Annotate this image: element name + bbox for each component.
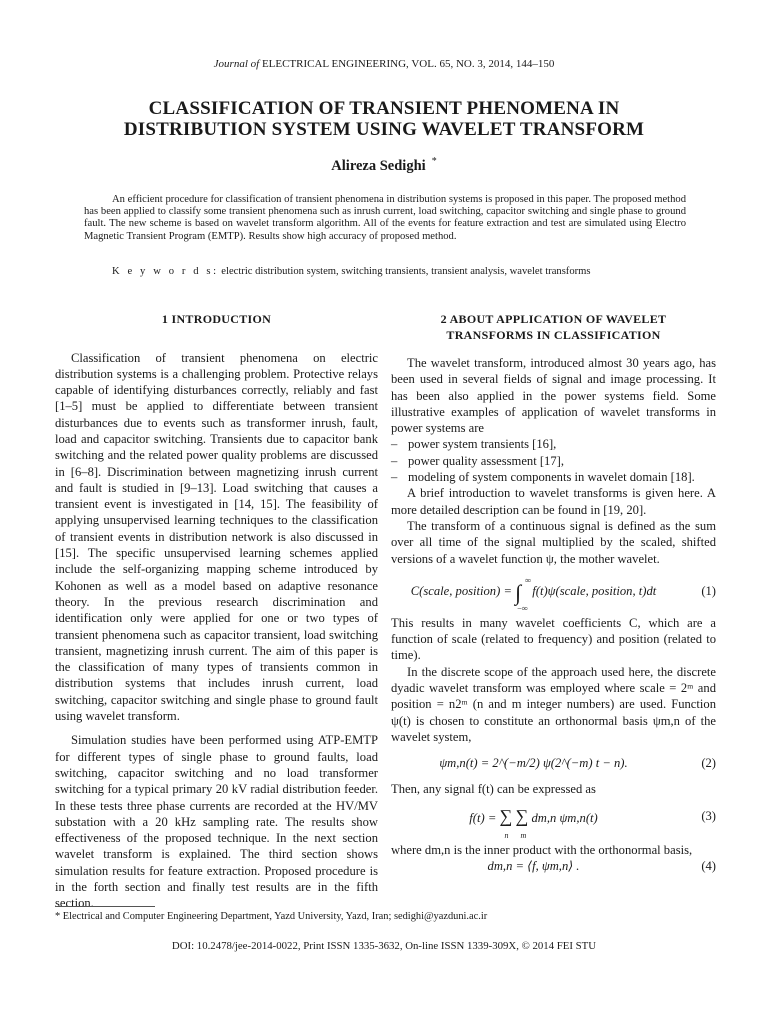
section-1-heading: 1 INTRODUCTION	[161, 312, 272, 326]
wavelet-paragraph-6: Then, any signal f(t) can be expressed as	[391, 782, 596, 797]
equation-4	[391, 858, 716, 878]
integral-sign: ∫ ∞ −∞	[515, 574, 532, 613]
eq2-number: (2)	[701, 756, 716, 771]
wavelet-paragraph-2: A brief introduction to wavelet transforms is given here. A more detailed description can be found in [19, 20].	[391, 486, 716, 517]
eq1-number: (1)	[701, 583, 716, 598]
section-2-heading-line-1: 2 ABOUT APPLICATION OF WAVELET	[440, 312, 667, 326]
doi-footer: DOI: 10.2478/jee-2014-0022, Print ISSN 1335-3632, On-line ISSN 1339-309X, © 2014 FEI STU	[171, 940, 597, 952]
eq1-rhs: f(t)ψ(scale, position, t)dt	[532, 583, 657, 598]
keywords-label: K e y w o r d s:	[112, 266, 219, 277]
author-name: Alireza Sedighi	[331, 157, 426, 174]
footnote: * Electrical and Computer Engineering Department, Yazd University, Yazd, Iran; sedighi@yazduni.ac.ir	[55, 911, 488, 922]
section-2-heading-line-2: TRANSFORMS IN CLASSIFICATION	[446, 327, 661, 342]
eq3-rhs: dm,n ψm,n(t)	[531, 810, 598, 825]
sum-sign: ∑ m	[515, 805, 529, 840]
intro-paragraph-2: Simulation studies have been performed using ATP-EMTP for different types of single phase to ground faults, load switching, capacitor switching and no load transformer switching for a typical primary 20 kV radial distribution feeder. In these tests three phase currents are recorded at the HV/MV substation with a 20 kHz sampling rate. The results show effectiveness of the proposed technique. In the next section wavelet transform is explained. The third section shows simulation results for feature extraction. Proposed procedure is in the forth section and finally test results are in the fifth section.	[55, 733, 378, 911]
wavelet-paragraph-7: where dm,n is the inner product with the orthonormal basis,	[391, 842, 693, 857]
keywords-text: electric distribution system, switching transients, transient analysis, wavelet transforms	[221, 266, 591, 277]
wavelet-paragraph-5: In the discrete scope of the approach used here, the discrete dyadic wavelet transform was employed where scale = 2ᵐ and position = n2ᵐ (n and m integer numbers) are used. Function ψ(t) is chosen to constitute an orthonormal basis ψm,n of the wavelet system,	[391, 664, 716, 744]
journal-info: ELECTRICAL ENGINEERING, VOL. 65, NO. 3, 2014, 144–150	[261, 58, 555, 70]
eq2-body: ψm,n(t) = 2^(−m/2) ψ(2^(−m) t − n).	[439, 756, 628, 771]
journal-prefix: Journal of	[213, 58, 260, 70]
eq3-number: (3)	[701, 808, 716, 823]
eq4-body: dm,n = ⟨f, ψm,n⟩ .	[487, 858, 580, 873]
applications-list	[391, 436, 716, 485]
keywords	[112, 266, 712, 277]
section-2-heading	[391, 312, 716, 343]
author	[0, 156, 768, 175]
eq4-number: (4)	[701, 858, 716, 873]
wavelet-paragraph-1: The wavelet transform, introduced almost 30 years ago, has been used in several fields of signal and image processing. It has been also applied in the power systems field. Some illustrative examples of application of wavelet transforms in power systems are	[391, 356, 716, 436]
abstract: An efficient procedure for classification of transient phenomena in distribution systems is proposed in this paper. The proposed method has been applied to classify some transient phenomena such as inrush current, load switching, capacitor switching and single phase to ground fault. The new scheme is based on wavelet transform algorithm. All of the events for feature extraction and test are simulated using Electro Magnetic Transient Program (EMTP). Results show high accuracy of proposed method.	[84, 194, 686, 242]
list-item: – modeling of system components in wavelet domain [18].	[391, 470, 695, 485]
paper-title	[0, 98, 768, 140]
eq1-lhs: C(scale, position) =	[410, 583, 512, 598]
title-line-1: CLASSIFICATION OF TRANSIENT PHENOMENA IN	[148, 98, 620, 119]
list-item: – power quality assessment [17],	[391, 453, 564, 468]
list-item: – power system transients [16],	[391, 437, 557, 452]
author-footnote-mark: *	[431, 156, 437, 167]
equation-1	[391, 574, 716, 613]
wavelet-paragraph-3: The transform of a continuous signal is defined as the sum over all time of the signal multiplied by the scaled, shifted versions of a wavelet function ψ, the mother wavelet.	[391, 518, 716, 566]
footnote-divider	[55, 906, 155, 907]
intro-paragraph-1: Classification of transient phenomena on electric distribution systems is a challenging problem. Protective relays capable of identifying disturbances correctly, reliably and fast [1–5] must be applied to differentiate between transient disturbances due to events such as transformer inrush, fault, load and capacitor switching. Transients due to capacitor bank switching and the related power quality problems are discussed in [6–8]. Discrimination between magnetizing inrush current and fault is studied in [9–13]. Load switching that causes a transient event is investigated in [14, 15]. The feasibility of applying unsupervised learning techniques to the classification of transient events in distribution network is also discussed in [15]. The specific unsupervised learning schemes applied include the self-organizing mapping scheme introduced by Kohonen as well as a model based on adaptive resonance theory. In the previous research discrimination and identification only were applied for one or two types of transient phenomena such as capacitor transient, load switching transient, magnetizing inrush current. The aim of this paper is the classification of many types of transients common in distribution systems that includes inrush current, load switching, capacitor switching and single phase to ground fault using wavelet transform.	[55, 350, 378, 724]
equation-3	[391, 802, 716, 840]
title-line-2: DISTRIBUTION SYSTEM USING WAVELET TRANSFORM	[123, 119, 645, 140]
wavelet-paragraph-4: This results in many wavelet coefficients C, which are a function of scale (related to frequency) and position (related to time).	[391, 615, 716, 663]
journal-header	[0, 58, 768, 70]
equation-2	[391, 751, 716, 775]
eq3-lhs: f(t) =	[469, 810, 497, 825]
right-column	[391, 312, 716, 878]
sum-sign: ∑ n	[499, 805, 513, 840]
left-column	[55, 312, 378, 920]
